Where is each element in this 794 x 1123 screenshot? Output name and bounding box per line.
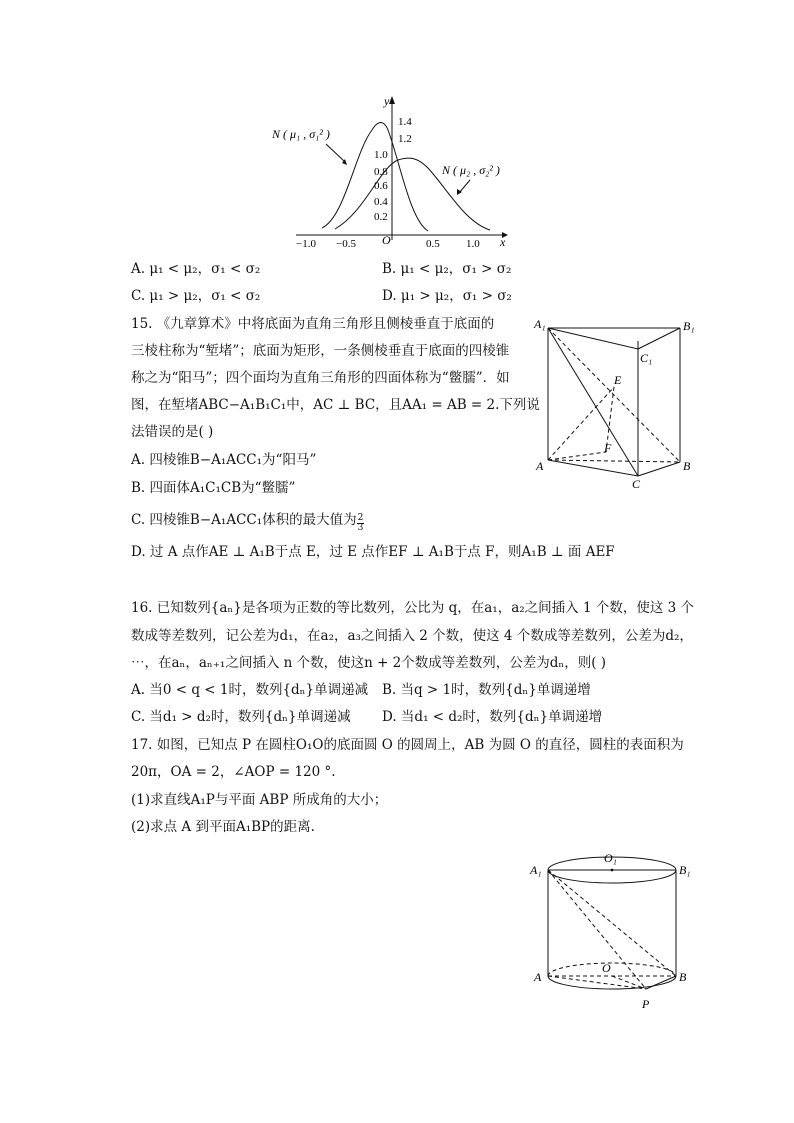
x-tick-label: −0.5: [336, 238, 356, 250]
label-c1: C₁: [640, 351, 653, 365]
q15-option-a[interactable]: A. 四棱锥B−A₁ACC₁为“阳马”: [131, 452, 317, 468]
q16-stem-line: 数成等差数列，记公差为d₁，在a₂，a₃之间插入 2 个数，使这 4 个数成等差数列，公差为d₂，: [131, 628, 693, 644]
x-tick-label: 1.0: [466, 238, 480, 250]
q15-option-c[interactable]: [131, 508, 364, 533]
q16-option-b[interactable]: B. 当q > 1时，数列{dₙ}单调递增: [382, 682, 591, 698]
label-b: B: [683, 459, 691, 473]
q17-stem-line: 17. 如图，已知点 P 在圆柱O₁O的底面圆 O 的圆周上，AB 为圆 O 的直径，圆柱的表面积为: [131, 737, 684, 753]
curve2-label: N ( μ₂ , σ₂² ): [442, 163, 500, 177]
y-tick-label: 0.8: [374, 166, 388, 178]
normal-distribution-graph: [260, 92, 520, 252]
label-c: C: [632, 477, 641, 491]
q15-stem-line: 三棱柱称为“堑堵”；底面为矩形，一条侧棱垂直于底面的四棱锥: [131, 343, 510, 359]
q15-option-b[interactable]: B. 四面体A₁C₁CB为“鳖臑”: [131, 480, 296, 496]
cylinder-figure: [526, 848, 706, 1018]
q14-option-d[interactable]: D. μ₁ > μ₂，σ₁ > σ₂: [382, 288, 512, 304]
q16-option-c[interactable]: C. 当d₁ > d₂时，数列{dₙ}单调递减: [131, 709, 351, 725]
q15-stem-line: 图，在堑堵ABC−A₁B₁C₁中，AC ⊥ BC，且AA₁ = AB = 2.下列说: [131, 397, 540, 413]
y-tick-label: 0.2: [374, 211, 388, 223]
q14-option-a[interactable]: A. μ₁ < μ₂，σ₁ < σ₂: [131, 261, 261, 277]
label-a1: A₁: [534, 317, 546, 331]
q15-option-c-text: C. 四棱锥B−A₁ACC₁体积的最大值为: [131, 512, 357, 528]
label-b: B: [679, 970, 687, 984]
y-axis-label: y: [384, 94, 390, 108]
q14-option-b[interactable]: B. μ₁ < μ₂，σ₁ > σ₂: [382, 261, 512, 277]
prism-figure: [530, 316, 705, 491]
label-a: A: [536, 459, 544, 473]
curve1-label: N ( μ₁ , σ₁² ): [272, 127, 330, 141]
origin-label: O: [382, 233, 391, 247]
y-tick-label: 0.4: [374, 196, 388, 208]
fraction: $\frac{2}{3}$: [357, 513, 364, 533]
q15-stem-line: 15. 《九章算术》中将底面为直角三角形且侧棱垂直于底面的: [131, 316, 495, 332]
q17-stem-line: 20π，OA = 2，∠AOP = 120 °.: [131, 764, 336, 780]
y-tick-label: 1.2: [398, 133, 412, 145]
y-tick-label: 0.6: [374, 180, 388, 192]
label-e: E: [614, 373, 622, 387]
x-axis-label: x: [500, 235, 506, 249]
q16-option-a[interactable]: A. 当0 < q < 1时，数列{dₙ}单调递减: [131, 682, 369, 698]
y-tick-label: 1.0: [374, 149, 388, 161]
q17-subquestion-1: (1)求直线A₁P与平面 ABP 所成角的大小；: [131, 792, 388, 808]
label-p: P: [642, 997, 650, 1011]
q16-option-d[interactable]: D. 当d₁ < d₂时，数列{dₙ}单调递增: [382, 709, 603, 725]
q15-stem-line: 称之为“阳马”；四个面均为直角三角形的四面体称为“鳖臑”．如: [131, 370, 510, 386]
label-a1: A₁: [530, 863, 542, 877]
label-b1: B₁: [679, 863, 691, 877]
label-f: F: [604, 441, 612, 455]
q17-subquestion-2: (2)求点 A 到平面A₁BP的距离.: [131, 819, 315, 835]
label-o1: O₁: [604, 851, 617, 865]
x-tick-label: −1.0: [296, 238, 316, 250]
q14-option-c[interactable]: C. μ₁ > μ₂，σ₁ < σ₂: [131, 288, 261, 304]
q15-option-d[interactable]: D. 过 A 点作AE ⊥ A₁B于点 E，过 E 点作EF ⊥ A₁B于点 F，则A₁B ⊥ 面 AEF: [131, 544, 615, 560]
o1-point: [611, 869, 614, 872]
q16-stem-line: 16. 已知数列{aₙ}是各项为正数的等比数列，公比为 q，在a₁，a₂之间插入 1 个数，使这 3 个: [131, 600, 695, 616]
y-axis-arrow: [389, 96, 395, 104]
y-tick-label: 1.4: [398, 116, 412, 128]
label-a: A: [534, 970, 542, 984]
q16-stem-line: ⋯，在aₙ，aₙ₊₁之间插入 n 个数，使这n + 2个数成等差数列，公差为dₙ，则( ): [131, 655, 607, 671]
label-o: O: [602, 961, 611, 975]
label-b1: B₁: [683, 319, 695, 333]
q15-stem-line: 法错误的是( ): [131, 424, 214, 440]
x-tick-label: 0.5: [426, 238, 440, 250]
